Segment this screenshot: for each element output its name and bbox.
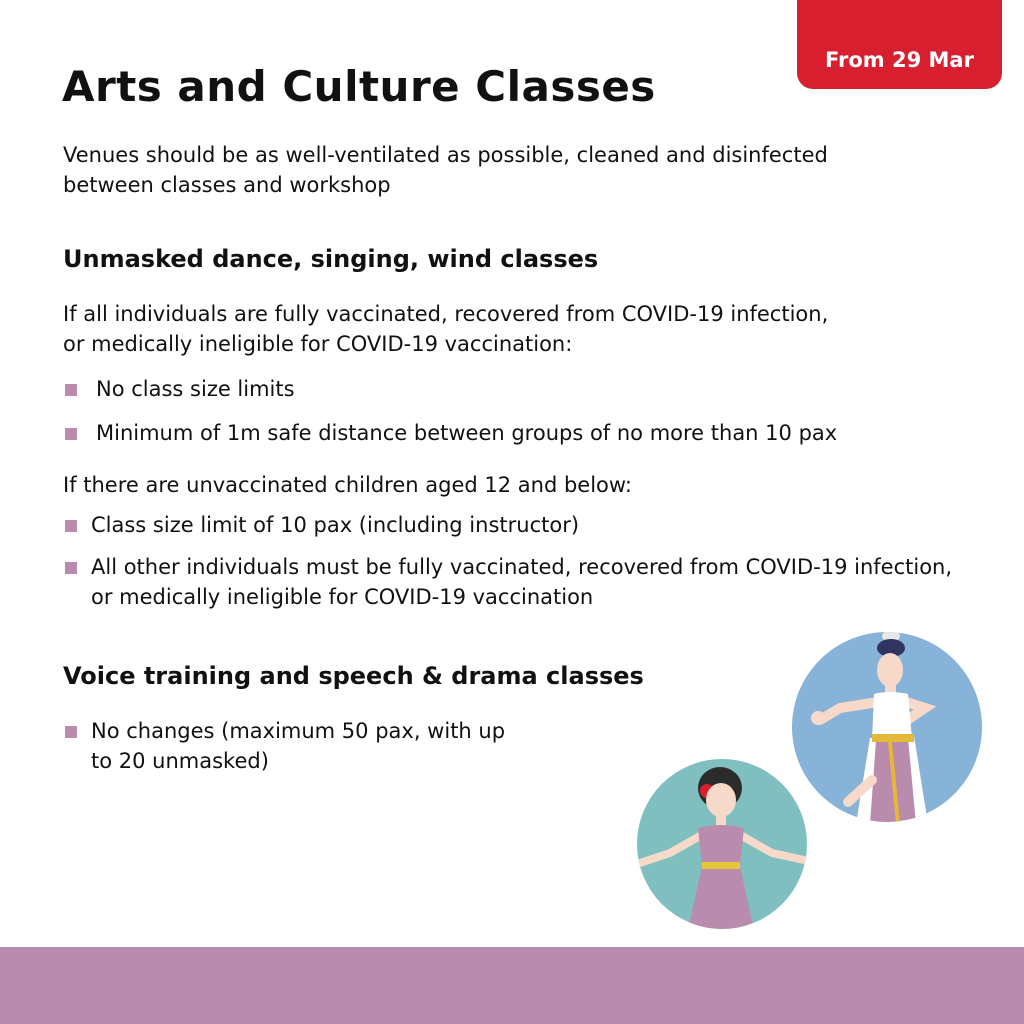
bullet-square-icon [65,428,77,440]
bullet-square-icon [65,520,77,532]
list-item [63,716,523,776]
bullet-square-icon [65,562,77,574]
date-badge [797,0,1002,89]
singer-illustration [636,758,808,930]
children-rules-list [63,510,963,624]
condition-vaccinated: If all individuals are fully vaccinated, recovered from COVID-19 infection, or medically ineligible for COVID-19 vaccination: [63,302,829,356]
list-item-text: All other individuals must be fully vaccinated, recovered from COVID-19 infection, or medically ineligible for COVID-19 vaccination [91,555,953,609]
date-badge-label: From 29 Mar [825,47,974,72]
section-heading-unmasked: Unmasked dance, singing, wind classes [63,245,599,273]
list-item-text: Class size limit of 10 pax (including instructor) [91,513,580,537]
vaccinated-rules-list [63,374,963,462]
thai-dancer-illustration [790,630,984,824]
list-item [63,510,963,540]
footer-bar [0,947,1024,1024]
bullet-square-icon [65,384,77,396]
page-title: Arts and Culture Classes [62,62,656,111]
list-item-text: No changes (maximum 50 pax, with up to 20 unmasked) [91,719,506,773]
list-item-text: No class size limits [96,377,295,401]
bullet-square-icon [65,726,77,738]
list-item [63,552,963,612]
intro-text: Venues should be as well-ventilated as possible, cleaned and disinfected between classes and workshop [63,143,828,197]
condition-children: If there are unvaccinated children aged 12 and below: [63,473,632,497]
section-heading-voice: Voice training and speech & drama classes [63,662,644,690]
list-item-text: Minimum of 1m safe distance between groups of no more than 10 pax [96,421,838,445]
voice-rules-list [63,716,523,776]
list-item [63,418,963,448]
list-item [63,374,963,404]
